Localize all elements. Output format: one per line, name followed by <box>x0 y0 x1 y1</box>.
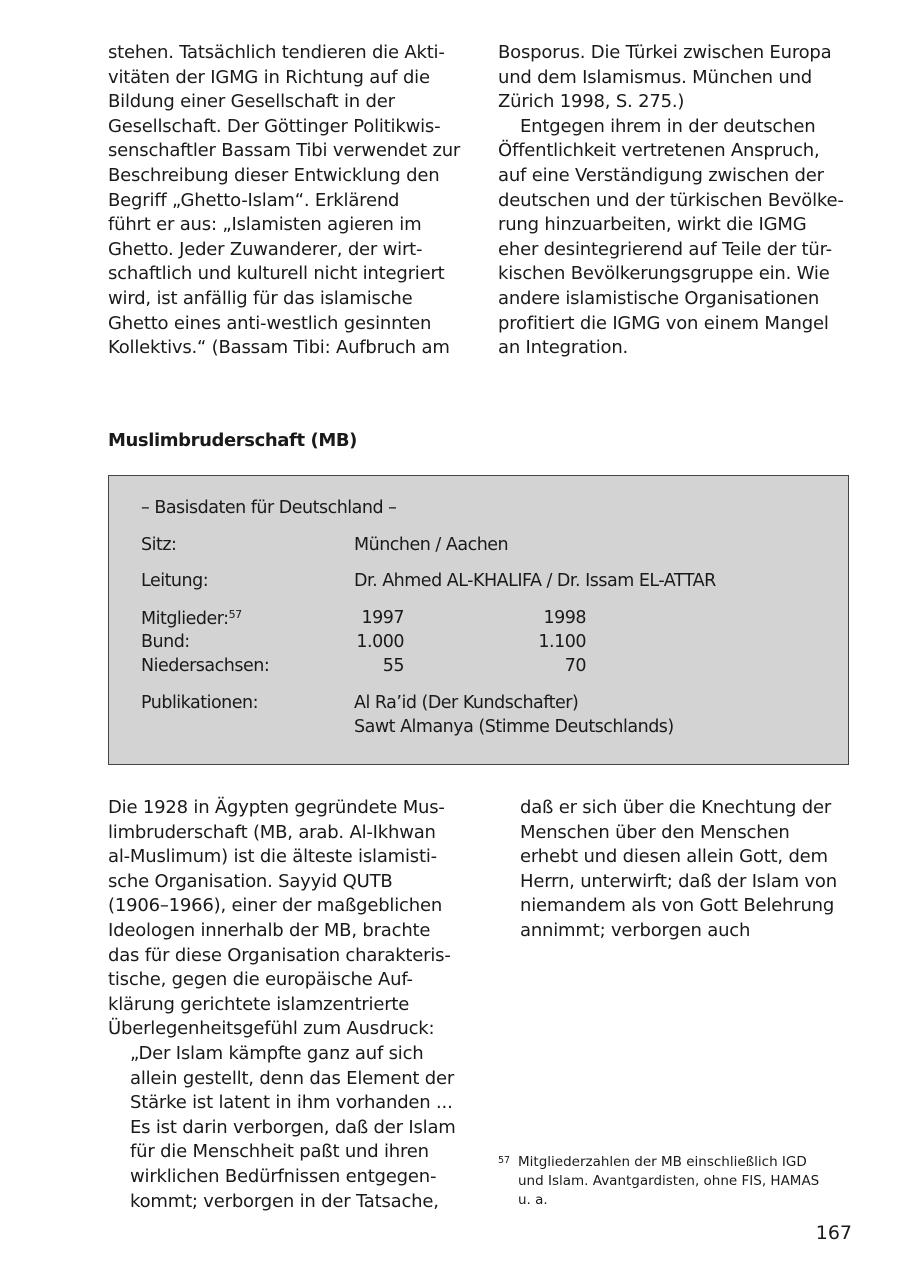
text-line: das für diese Organisation charakteris- <box>108 944 451 966</box>
quote-line: erhebt und diesen allein Gott, dem <box>520 846 828 868</box>
leitung-value: Dr. Ahmed AL-KHALIFA / Dr. Issam EL-ATTAR <box>354 571 716 591</box>
year-1998: 1998 <box>543 608 586 628</box>
quote-line: „Der Islam kämpfte ganz auf sich <box>130 1042 424 1064</box>
text-line: al-Muslimum) ist die älteste islamisti- <box>108 846 437 868</box>
top-right-text-column <box>498 41 868 361</box>
text-line: Gesellschaft. Der Göttinger Politikwis- <box>108 115 441 137</box>
text-line: deutschen und der türkischen Bevölke- <box>498 189 844 211</box>
footnote-line: u. a. <box>518 1192 548 1208</box>
text-line: Bildung einer Gesellschaft in der <box>108 91 395 113</box>
bund-1997-value: 1.000 <box>356 632 404 652</box>
text-line: Begriff „Ghetto-Islam“. Erklärend <box>108 189 400 211</box>
text-line: an Integration. <box>498 337 629 359</box>
text-line: limbruderschaft (MB, arab. Al-Ikhwan <box>108 821 436 843</box>
quote-line: niemandem als von Gott Belehrung <box>520 895 835 917</box>
text-line: Ideologen innerhalb der MB, brachte <box>108 919 431 941</box>
block-quote <box>108 1042 478 1214</box>
text-line: Zürich 1998, S. 275.) <box>498 91 685 113</box>
text-line: vitäten der IGMG in Richtung auf die <box>108 66 430 88</box>
quote-line: daß er sich über die Knechtung der <box>520 797 832 818</box>
niedersachsen-1997-value: 55 <box>382 656 404 676</box>
text-line: tische, gegen die europäische Auf- <box>108 969 413 991</box>
publikation-1: Al Ra’id (Der Kundschafter) <box>354 693 579 713</box>
quote-line: Menschen über den Menschen <box>520 821 790 843</box>
bottom-right-quote-column <box>520 796 870 944</box>
text-line: senschaftler Bassam Tibi verwendet zur <box>108 140 461 162</box>
leitung-label: Leitung: <box>141 571 209 591</box>
bund-label: Bund: <box>141 632 190 652</box>
mitglieder-label <box>141 608 242 629</box>
quote-line: für die Menschheit paßt und ihren <box>130 1141 429 1163</box>
text-line: stehen. Tatsächlich tendieren die Akti- <box>108 42 445 63</box>
text-line: und dem Islamismus. München und <box>498 66 813 88</box>
niedersachsen-label: Niedersachsen: <box>141 656 270 676</box>
text-line: klärung gerichtete islamzentrierte <box>108 993 410 1015</box>
info-box-heading: – Basisdaten für Deutschland – <box>141 498 397 518</box>
text-line: (1906–1966), einer der maßgeblichen <box>108 895 443 917</box>
quote-line: wirklichen Bedürfnissen entgegen- <box>130 1165 437 1187</box>
text-line: rung hinzuarbeiten, wirkt die IGMG <box>498 214 807 236</box>
text-line: eher desintegrierend auf Teile der tür- <box>498 238 832 260</box>
mitglieder-label-text: Mitglieder: <box>141 609 229 629</box>
text-line: Ghetto. Jeder Zuwanderer, der wirt- <box>108 238 423 260</box>
page-number: 167 <box>815 1222 852 1244</box>
top-left-text-column <box>108 41 478 361</box>
bund-1998-value: 1.100 <box>538 632 586 652</box>
niedersachsen-1998-value: 70 <box>564 656 586 676</box>
publikation-2: Sawt Almanya (Stimme Deutschlands) <box>354 717 674 737</box>
text-line: auf eine Verständigung zwischen der <box>498 164 824 186</box>
footnote-reference: 57 <box>228 608 242 621</box>
basisdaten-info-box <box>108 475 849 765</box>
quote-line: allein gestellt, denn das Element der <box>130 1067 455 1089</box>
bottom-left-text-column <box>108 796 478 1214</box>
sitz-value: München / Aachen <box>354 535 509 555</box>
text-line: kischen Bevölkerungsgruppe ein. Wie <box>498 263 830 285</box>
footnote <box>498 1153 858 1210</box>
text-line: andere islamistische Organisationen <box>498 287 820 309</box>
text-line: Überlegenheitsgefühl zum Ausdruck: <box>108 1018 435 1040</box>
quote-line: annimmt; verborgen auch <box>520 919 751 941</box>
sitz-label: Sitz: <box>141 535 177 555</box>
footnote-number: 57 <box>498 1155 511 1166</box>
quote-line: Herrn, unterwirft; daß der Islam von <box>520 870 837 892</box>
text-line: profitiert die IGMG von einem Mangel <box>498 312 829 334</box>
text-line: wird, ist anfällig für das islamische <box>108 287 413 309</box>
section-heading: Muslimbruderschaft (MB) <box>108 430 358 451</box>
footnote-line: und Islam. Avantgardisten, ohne FIS, HAMAS <box>518 1173 820 1189</box>
text-line: Bosporus. Die Türkei zwischen Europa <box>498 42 832 63</box>
text-line: Ghetto eines anti-westlich gesinnten <box>108 312 432 334</box>
quote-line: Stärke ist latent in ihm vorhanden ... <box>130 1092 453 1114</box>
text-line: sche Organisation. Sayyid QUTB <box>108 870 393 892</box>
footnote-line: Mitgliederzahlen der MB einschließlich IGD <box>518 1154 807 1170</box>
text-line: Öffentlichkeit vertretenen Anspruch, <box>498 140 820 162</box>
year-1997: 1997 <box>361 608 404 628</box>
text-line: Die 1928 in Ägypten gegründete Mus- <box>108 797 445 818</box>
publikationen-label: Publikationen: <box>141 693 258 713</box>
text-line: Kollektivs.“ (Bassam Tibi: Aufbruch am <box>108 337 450 359</box>
paragraph-first-line: Entgegen ihrem in der deutschen <box>520 115 816 137</box>
quote-line: Es ist darin verborgen, daß der Islam <box>130 1116 456 1138</box>
text-line: schaftlich und kulturell nicht integriert <box>108 263 445 285</box>
quote-line: kommt; verborgen in der Tatsache, <box>130 1190 439 1212</box>
text-line: Beschreibung dieser Entwicklung den <box>108 164 440 186</box>
text-line: führt er aus: „Islamisten agieren im <box>108 214 422 236</box>
